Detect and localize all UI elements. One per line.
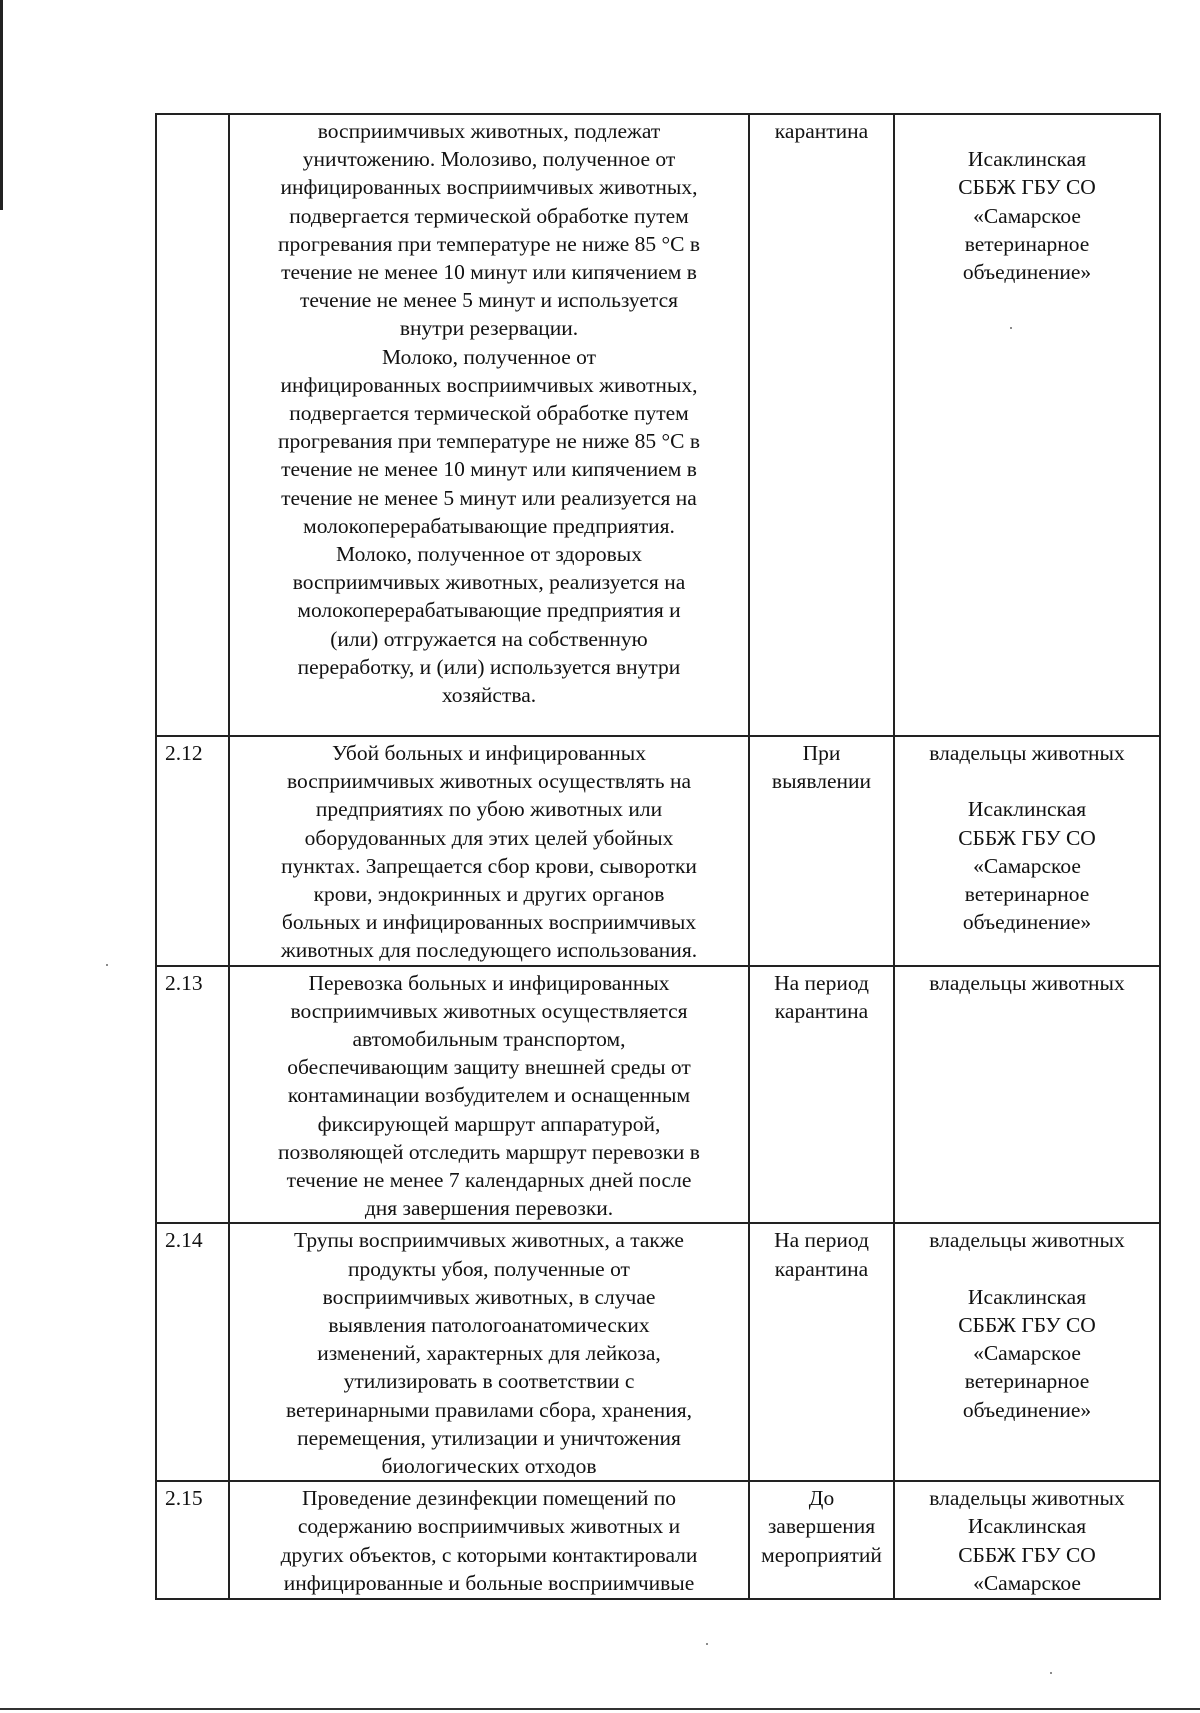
text-line: владельцы животных [929,970,1125,995]
text-line: Молоко, полученное от здоровых [335,542,642,567]
term-cell [749,1481,894,1599]
text-line: содержанию восприимчивых животных и [297,1514,681,1539]
text-line: СББЖ ГБУ СО [958,175,1096,200]
action-cell [229,114,749,736]
text-line: позволяющей отследить маршрут перевозки в [278,1139,700,1164]
text-line: «Самарское [973,203,1081,228]
text-line: течение не менее 5 минут и используется [299,288,679,313]
blank-line [899,117,1155,145]
scan-edge-bottom [0,1708,1200,1710]
measures-table [155,113,1161,1600]
responsible-cell [894,1223,1160,1481]
scan-speck [106,964,108,966]
row-number: 2.12 [156,736,229,966]
text-line: Исаклинская [967,1284,1087,1309]
term-cell [749,1223,894,1481]
text-line: Проведение дезинфекции помещений по [301,1486,677,1511]
text-line: карантина [774,998,869,1023]
text-line: течение не менее 10 минут или кипячением в [281,260,697,285]
text-line: владельцы животных [929,1228,1125,1253]
scan-edge-left [0,0,3,210]
blank-line [899,1255,1155,1283]
text-line: инфицированные и больные восприимчивые [283,1570,695,1595]
text-line: владельцы животных [929,741,1125,765]
text-line: владельцы животных [929,1486,1125,1511]
responsible-cell [894,1481,1160,1599]
text-line: подвергается термической обработке путем [289,401,689,426]
text-line: ветеринарное [964,882,1090,906]
text-line: оборудованных для этих целей убойных [304,825,674,850]
text-line: фиксирующей маршрут аппаратурой, [317,1111,661,1136]
text-line: течение не менее 7 календарных дней после [286,1168,692,1193]
table-row-2-15 [156,1481,1160,1599]
text-line: крови, эндокринных и других органов [313,882,665,907]
responsible-cell [894,736,1160,966]
text-line: ветеринарное [964,1369,1090,1394]
action-cell [229,966,749,1224]
text-line: молокоперерабатывающие предприятия и [297,598,681,623]
text-line: мероприятий [761,1542,882,1567]
text-line: перемещения, утилизации и уничтожения [297,1425,681,1450]
text-line: прогревания при температуре не ниже 85 °С в [277,231,701,256]
table-row-2-14 [156,1223,1160,1481]
text-line: Трупы восприимчивых животных, а также [294,1228,684,1253]
text-line: автомобильным транспортом, [352,1027,626,1052]
text-line: До [808,1486,835,1511]
text-line: дня завершения перевозки. [364,1196,614,1221]
table-row-continuation [156,114,1160,736]
text-line: карантина [774,1256,869,1281]
text-line: течение не менее 5 минут или реализуется на [281,485,697,510]
text-line: СББЖ ГБУ СО [958,1313,1096,1338]
term-cell [749,736,894,966]
action-cell [229,1223,749,1481]
text-line: Перевозка больных и инфицированных [308,970,670,995]
text-line: восприимчивых животных, подлежат [317,119,661,143]
row-number: 2.13 [156,966,229,1224]
text-line: прогревания при температуре не ниже 85 °С в [277,429,701,454]
text-line: продукты убоя, полученные от [348,1256,630,1281]
row-number: 2.14 [156,1223,229,1481]
responsible-cell [894,114,1160,736]
text-line: При [802,741,841,765]
text-line: выявлении [771,769,872,794]
text-line: ветеринарными правилами сбора, хранения, [285,1397,693,1422]
text-line: Исаклинская [967,797,1087,822]
text-line: изменений, характерных для лейкоза, [317,1341,661,1366]
text-line: больных и инфицированных восприимчивых [281,910,697,935]
text-line: восприимчивых животных осуществлять на [286,769,692,794]
text-line: «Самарское [973,1570,1081,1595]
text-line: Исаклинская [967,147,1087,172]
text-line: инфицированных восприимчивых животных, [280,175,698,200]
text-line: ветеринарное [964,231,1090,256]
scan-speck [706,1643,708,1645]
text-line: восприимчивых животных, реализуется на [292,570,686,595]
row-number: 2.15 [156,1481,229,1599]
text-line: объединение» [962,1397,1092,1422]
text-line: карантина [774,119,869,143]
text-line: хозяйства. [441,683,537,708]
text-line: объединение» [962,910,1092,935]
text-line: выявления патологоанатомических [328,1313,650,1338]
text-line: восприимчивых животных, в случае [322,1284,656,1309]
text-line: молокоперерабатывающие предприятия. [303,513,675,538]
table-row-2-13 [156,966,1160,1224]
text-line: «Самарское [973,1341,1081,1366]
blank-line [899,767,1155,795]
row-number [156,114,229,736]
text-line: СББЖ ГБУ СО [958,1542,1096,1567]
scan-speck [1010,327,1012,329]
text-line: восприимчивых животных осуществляется [290,998,688,1023]
text-line: утилизировать в соответствии с [343,1369,635,1394]
text-line: обеспечивающим защиту внешней среды от [287,1055,691,1080]
text-line: СББЖ ГБУ СО [958,825,1096,850]
text-line: контаминации возбудителем и оснащенным [287,1083,691,1108]
text-line: Молоко, полученное от [382,344,596,369]
text-line: инфицированных восприимчивых животных, [280,372,698,397]
term-cell [749,966,894,1224]
table-row-2-12 [156,736,1160,966]
text-line: животных для последующего использования. [280,938,698,963]
text-line: биологических отходов [381,1454,597,1479]
term-cell [749,114,894,736]
text-line: переработку, и (или) используется внутри [297,654,681,679]
action-cell [229,1481,749,1599]
text-line: других объектов, с которыми контактировали [280,1542,698,1567]
text-line: завершения [767,1514,876,1539]
text-line: предприятиях по убою животных или [315,797,663,822]
table-body [156,114,1160,1599]
text-line: объединение» [962,260,1092,284]
text-line: внутри резервации. [399,316,579,341]
text-line: течение не менее 10 минут или кипячением в [281,457,697,482]
text-line: Исаклинская [967,1514,1087,1539]
scan-speck [1050,1672,1052,1674]
text-line: Убой больных и инфицированных [332,741,646,765]
text-line: подвергается термической обработке путем [289,203,689,228]
text-line: (или) отгружается на собственную [330,626,648,651]
responsible-cell [894,966,1160,1224]
action-cell [229,736,749,966]
text-line: «Самарское [973,853,1081,878]
text-line: На период [774,1228,869,1253]
text-line: На период [774,970,869,995]
text-line: уничтожению. Молозиво, полученное от [302,147,676,172]
text-line: пунктах. Запрещается сбор крови, сыворотки [281,853,697,878]
